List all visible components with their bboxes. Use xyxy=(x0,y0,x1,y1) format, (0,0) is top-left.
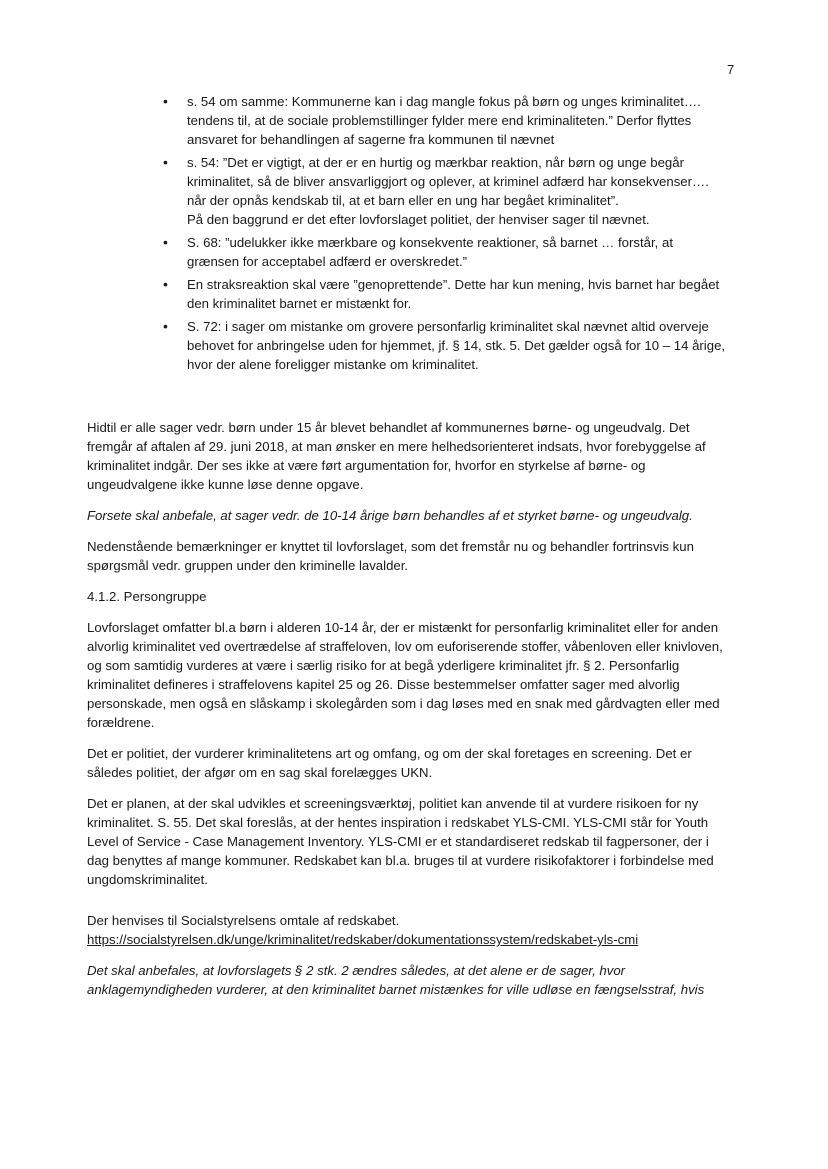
bullet-item xyxy=(187,317,727,374)
paragraph: Det er politiet, der vurderer kriminalitetens art og omfang, og om der skal foretages en screening. Det er således politiet, der afgør om en sag skal forelægges UKN. xyxy=(87,746,692,780)
document-body xyxy=(87,92,727,1011)
paragraph: Der henvises til Socialstyrelsens omtale af redskabet. xyxy=(87,913,400,928)
paragraph: Det er planen, at der skal udvikles et screeningsværktøj, politiet kan anvende til at vurdere risikoen for ny kriminalitet. S. 55. Det skal foreslås, at der hentes inspiration i redskabet YLS-CMI. YLS-CMI står for Youth Level of Service - Case Management Inventory. YLS-CMI er et standardiseret redskab til fagpersoner, der i dag benyttes af mange kommuner. Redskabet kan bl.a. bruges til at vurdere risikofaktorer i forbindelse med ungdomskriminalitet. xyxy=(87,796,714,887)
recommendation: Det skal anbefales, at lovforslagets § 2 stk. 2 ændres således, at det alene er de sager, hvor anklagemyndigheden vurderer, at den kriminalitet barnet mistænkes for ville udløse en fængselsstraf, hvis xyxy=(87,963,705,997)
bullet-text: s. 54: ”Det er vigtigt, at der er en hurtig og mærkbar reaktion, når børn og unge begår kriminalitet, så de bliver ansvarliggjort og oplever, at kriminel adfærd har konsekvenser…. når der opnås kendskab til, at et barn eller en ung har begået kriminalitet”. xyxy=(187,155,709,208)
quote-bullet-list xyxy=(87,92,727,374)
paragraph: Nedenstående bemærkninger er knyttet til lovforslaget, som det fremstår nu og behandler fortrinsvis kun spørgsmål vedr. gruppen under den kriminelle lavalder. xyxy=(87,539,694,573)
bullet-continuation: På den baggrund er det efter lovforslaget politiet, der henviser sager til nævnet. xyxy=(187,212,650,227)
paragraph: Hidtil er alle sager vedr. børn under 15 år blevet behandlet af kommunernes børne- og ungeudvalg. Det fremgår af aftalen af 29. juni 2018, at man ønsker en mere helhedsorienteret indsats, hvor forebyggelse af kriminalitet indgår. Der ses ikke at være ført argumentation for, hvorfor en styrkelse af børne- og ungeudvalgene ikke kunne løse denne opgave. xyxy=(87,420,706,492)
bullet-item xyxy=(187,153,727,229)
paragraph: Lovforslaget omfatter bl.a børn i alderen 10-14 år, der er mistænkt for personfarlig kriminalitet eller for anden alvorlig kriminalitet ved overtrædelse af straffeloven, lov om euforiserende stoffer, våbenloven eller knivloven, og som samtidig vurderes at være i særlig risiko for at begå yderligere kriminalitet jfr. § 2. Personfarlig kriminalitet defineres i straffelovens kapitel 25 og 26. Disse bestemmelser omfatter sager med alvorlig personskade, men også en slåskamp i skolegården som i dag løses med en snak med gårdvagten eller med forældrene. xyxy=(87,620,723,730)
section-heading: 4.1.2. Persongruppe xyxy=(87,589,207,604)
bullet-text: s. 54 om samme: Kommunerne kan i dag mangle fokus på børn og unges kriminalitet…. tendens til, at de sociale problemstillinger fylder mere end kriminaliteten.” Derfor flyttes ansvaret for behandlingen af sagerne fra kommunen til nævnet xyxy=(187,94,701,147)
reference-link[interactable]: https://socialstyrelsen.dk/unge/kriminalitet/redskaber/dokumentationssystem/redskabet-yls-cmi xyxy=(87,932,639,947)
recommendation: Forsete skal anbefale, at sager vedr. de 10-14 årige børn behandles af et styrket børne- og ungeudvalg. xyxy=(87,508,693,523)
bullet-item xyxy=(187,233,727,271)
page-number: 7 xyxy=(727,62,735,77)
bullet-text: En straksreaktion skal være ”genoprettende”. Dette har kun mening, hvis barnet har begået den kriminalitet barnet er mistænkt for. xyxy=(187,277,720,311)
bullet-text: S. 72: i sager om mistanke om grovere personfarlig kriminalitet skal nævnet altid overveje behovet for anbringelse uden for hjemmet, jf. § 14, stk. 5. Det gælder også for 10 – 14 årige, hvor der alene foreligger mistanke om kriminalitet. xyxy=(187,319,726,372)
bullet-text: S. 68: ”udelukker ikke mærkbare og konsekvente reaktioner, så barnet … forstår, at grænsen for acceptabel adfærd er overskredet.” xyxy=(187,235,673,269)
bullet-item xyxy=(187,92,727,149)
bullet-item xyxy=(187,275,727,313)
reference-link-paragraph xyxy=(87,930,727,949)
